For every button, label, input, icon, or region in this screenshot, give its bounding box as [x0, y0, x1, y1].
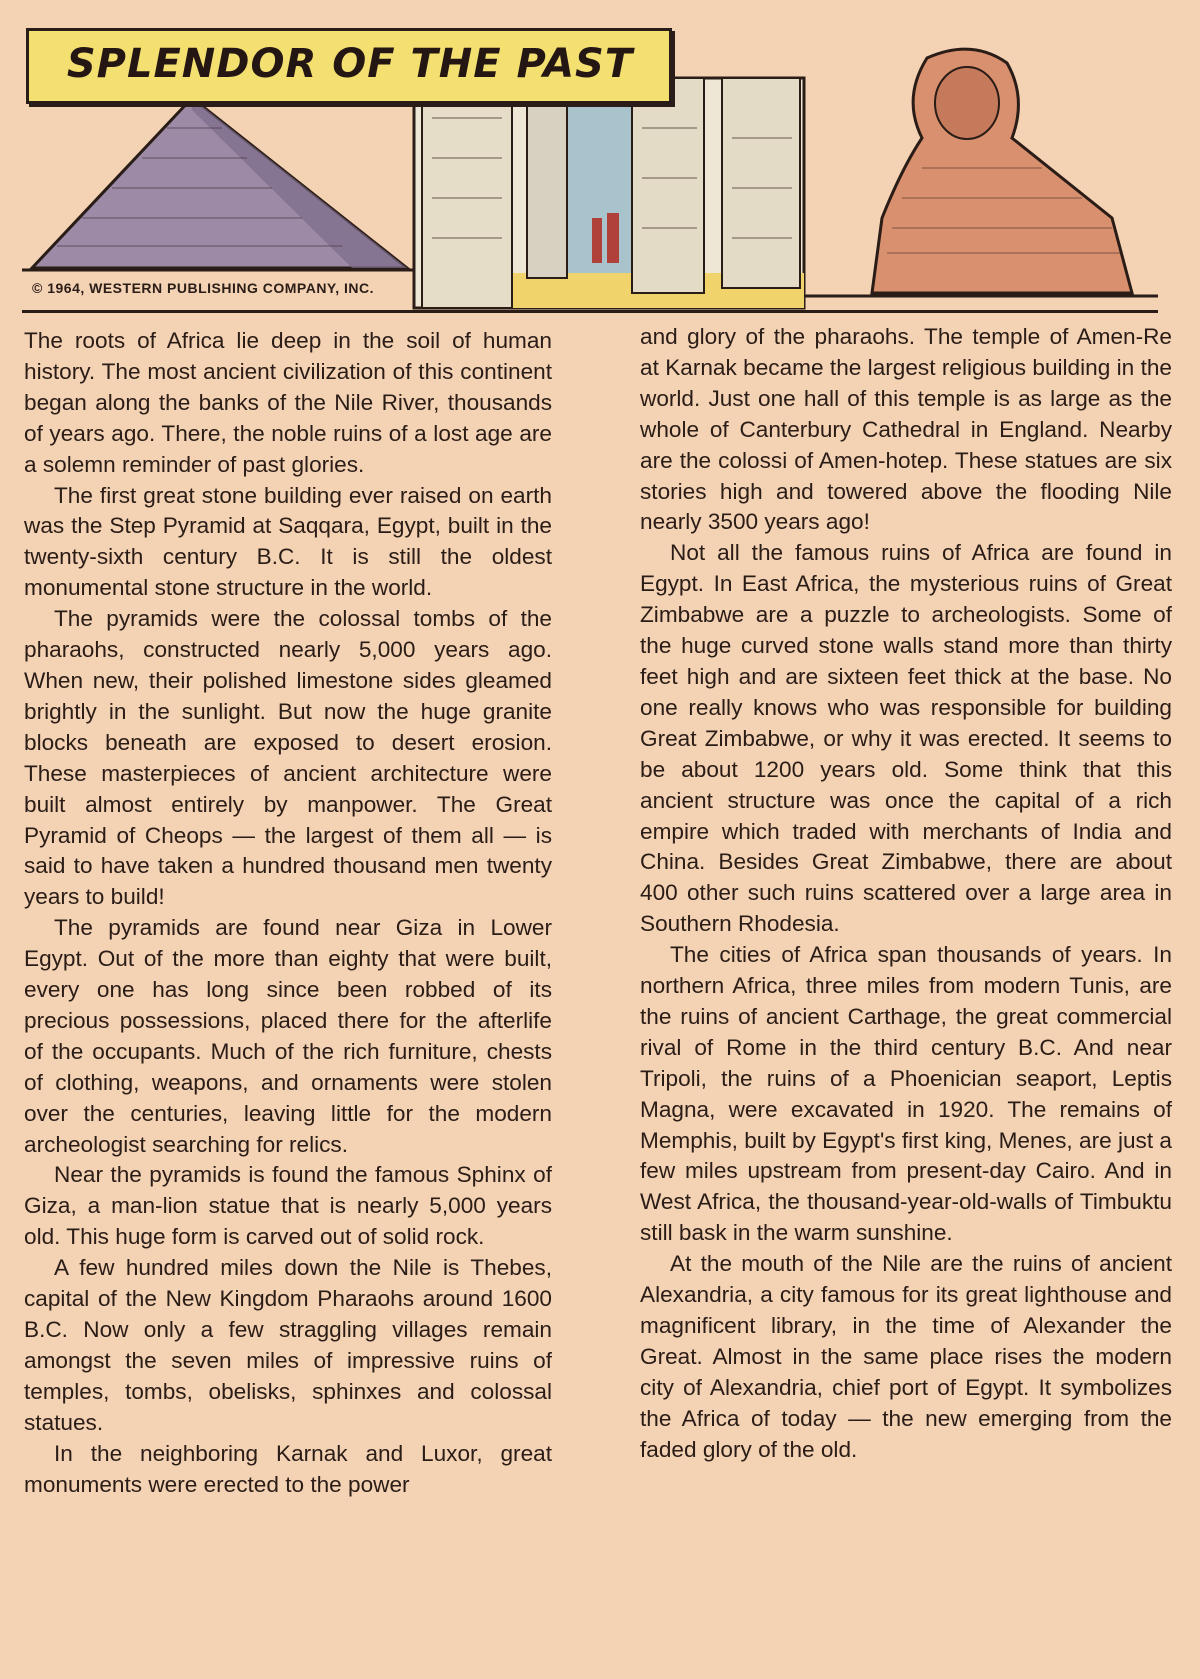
article-column-left: [24, 326, 552, 1666]
pyramid-illustration: [22, 98, 414, 270]
page-title: SPLENDOR OF THE PAST: [66, 41, 634, 87]
copyright-notice: © 1964, WESTERN PUBLISHING COMPANY, INC.: [32, 280, 374, 296]
header-banner: [22, 18, 1158, 313]
title-box: [26, 28, 672, 104]
sphinx-illustration: [804, 49, 1158, 296]
article-paragraph: The roots of Africa lie deep in the soil of human history. The most ancient civilization of this continent began along the banks of the Nile River, thousands of years ago. There, the noble ruins of a lost age are a solemn reminder of past glories.: [24, 328, 552, 477]
article-paragraph: Near the pyramids is found the famous Sphinx of Giza, a man-lion statue that is nearly 5,000 years old. This huge form is carved out of solid rock.: [24, 1162, 552, 1250]
article-paragraph: In the neighboring Karnak and Luxor, great monuments were erected to the power: [24, 1440, 552, 1497]
article-paragraph: A few hundred miles down the Nile is Thebes, capital of the New Kingdom Pharaohs around 1600 B.C. Now only a few straggling villages remain amongst the seven miles of impressive ruins of temples, tombs, obelisks, sphinxes and colossal statues.: [24, 1255, 552, 1435]
article-paragraph: and glory of the pharaohs. The temple of Amen-Re at Karnak became the largest religious building in the world. Just one hall of this temple is as large as the whole of Canterbury Cathedral in England. Nearby are the colossi of Amen-hotep. These statues are six stories high and towered above the flooding Nile nearly 3500 years ago!: [640, 324, 1172, 535]
article-column-right: [640, 322, 1172, 1662]
article-paragraph: The pyramids were the colossal tombs of the pharaohs, constructed nearly 5,000 years ago. When new, their polished limestone sides gleamed brightly in the sunlight. But now the huge granite blocks beneath are exposed to desert erosion. These masterpieces of ancient architecture were built almost entirely by manpower. The Great Pyramid of Cheops — the largest of them all — is said to have taken a hundred thousand men twenty years to build!: [24, 606, 552, 910]
article-paragraph: The cities of Africa span thousands of years. In northern Africa, three miles from modern Tunis, are the ruins of ancient Carthage, the great commercial rival of Rome in the third century B.C. And near Tripoli, the ruins of a Phoenician seaport, Leptis Magna, were excavated in 1920. The remains of Memphis, built by Egypt's first king, Menes, are just a few miles upstream from present-day Cairo. And in West Africa, the thousand-year-old-walls of Timbuktu still bask in the warm sunshine.: [640, 942, 1172, 1246]
temple-illustration: [414, 78, 804, 308]
article-paragraph: The first great stone building ever raised on earth was the Step Pyramid at Saqqara, Egypt, built in the twenty-sixth century B.C. It is still the oldest monumental stone structure in the world.: [24, 482, 552, 601]
article-paragraph: The pyramids are found near Giza in Lower Egypt. Out of the more than eighty that were built, every one has long since been robbed of its precious possessions, placed there for the afterlife of the occupants. Much of the rich furniture, chests of clothing, weapons, and ornaments were stolen over the centuries, leaving little for the modern archeologist searching for relics.: [24, 915, 552, 1157]
article-paragraph: At the mouth of the Nile are the ruins of ancient Alexandria, a city famous for its great lighthouse and magnificent library, in the time of Alexander the Great. Almost in the same place rises the modern city of Alexandria, chief port of Egypt. It symbolizes the Africa of today — the new emerging from the faded glory of the old.: [640, 1251, 1172, 1462]
article-paragraph: Not all the famous ruins of Africa are found in Egypt. In East Africa, the mysterious ruins of Great Zimbabwe are a puzzle to archeologists. Some of the huge curved stone walls stand more than thirty feet high and are sixteen feet thick at the base. No one really knows who was responsible for building Great Zimbabwe, or why it was erected. It seems to be about 1200 years old. Some think that this ancient structure was once the capital of a rich empire which traded with merchants of India and China. Besides Great Zimbabwe, there are about 400 other such ruins scattered over a large area in Southern Rhodesia.: [640, 540, 1172, 937]
